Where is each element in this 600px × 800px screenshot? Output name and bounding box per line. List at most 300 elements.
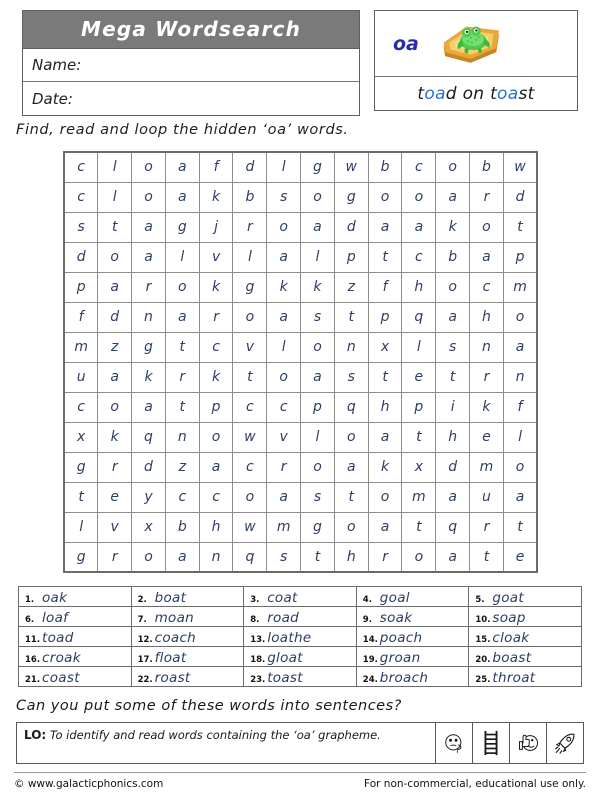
grid-cell[interactable]: c xyxy=(199,482,233,512)
grid-cell[interactable]: o xyxy=(334,422,368,452)
word-list-item[interactable] xyxy=(131,627,244,647)
grid-cell[interactable]: w xyxy=(233,512,267,542)
grid-cell[interactable]: o xyxy=(301,332,335,362)
grid-cell[interactable]: r xyxy=(98,542,132,572)
grid-cell[interactable]: u xyxy=(64,362,98,392)
grid-cell[interactable]: s xyxy=(436,332,470,362)
grid-cell[interactable]: w xyxy=(233,422,267,452)
grid-cell[interactable]: a xyxy=(165,302,199,332)
grid-cell[interactable]: c xyxy=(267,392,301,422)
grid-cell[interactable]: o xyxy=(436,272,470,302)
grid-cell[interactable]: c xyxy=(233,392,267,422)
grid-cell[interactable]: a xyxy=(470,242,504,272)
grid-cell[interactable]: c xyxy=(64,182,98,212)
grid-row xyxy=(64,332,537,362)
grid-cell[interactable]: e xyxy=(98,482,132,512)
grid-cell[interactable]: z xyxy=(165,452,199,482)
grid-cell[interactable]: a xyxy=(334,452,368,482)
word-text: gloat xyxy=(267,650,303,666)
grid-cell[interactable]: t xyxy=(470,542,504,572)
grid-cell[interactable]: a xyxy=(368,512,402,542)
word-number: 11. xyxy=(25,635,41,645)
grid-row xyxy=(64,482,537,512)
grid-cell[interactable]: a xyxy=(199,452,233,482)
grid-cell[interactable]: e xyxy=(402,362,436,392)
grid-row xyxy=(64,512,537,542)
grid-cell[interactable]: o xyxy=(267,212,301,242)
word-number: 3. xyxy=(250,595,260,605)
grid-cell[interactable]: q xyxy=(233,542,267,572)
grid-cell[interactable]: k xyxy=(301,272,335,302)
grid-cell[interactable]: s xyxy=(64,212,98,242)
grid-row xyxy=(64,182,537,212)
grid-cell[interactable]: x xyxy=(402,452,436,482)
name-label: Name: xyxy=(32,56,82,74)
grid-cell[interactable]: t xyxy=(334,302,368,332)
grid-row xyxy=(64,392,537,422)
word-list-item[interactable] xyxy=(469,587,582,607)
grid-cell[interactable]: r xyxy=(165,362,199,392)
word-number: 6. xyxy=(25,615,35,625)
grid-cell[interactable]: o xyxy=(233,482,267,512)
grid-cell[interactable]: h xyxy=(436,422,470,452)
grid-cell[interactable]: f xyxy=(64,302,98,332)
word-list-item[interactable] xyxy=(131,647,244,667)
grid-cell[interactable]: a xyxy=(436,542,470,572)
grid-cell[interactable]: t xyxy=(503,212,537,242)
grid-cell[interactable]: d xyxy=(64,242,98,272)
grid-cell[interactable]: l xyxy=(267,152,301,182)
grid-cell[interactable]: l xyxy=(402,332,436,362)
footer-usage-note: For non-commercial, educational use only. xyxy=(364,778,586,790)
grid-cell[interactable]: c xyxy=(165,482,199,512)
footer-divider xyxy=(14,772,586,773)
grid-cell[interactable]: g xyxy=(64,452,98,482)
grid-cell[interactable]: k xyxy=(132,362,166,392)
grid-cell[interactable]: v xyxy=(98,512,132,542)
grid-cell[interactable]: o xyxy=(199,422,233,452)
grid-cell[interactable]: k xyxy=(199,362,233,392)
word-list-item[interactable] xyxy=(19,607,132,627)
grid-cell[interactable]: p xyxy=(503,242,537,272)
date-field-row[interactable] xyxy=(23,82,359,115)
word-text: float xyxy=(154,650,187,666)
grid-cell[interactable]: o xyxy=(334,512,368,542)
grid-cell[interactable]: a xyxy=(132,212,166,242)
grid-cell[interactable]: h xyxy=(334,542,368,572)
grid-cell[interactable]: a xyxy=(436,302,470,332)
grid-cell[interactable]: k xyxy=(267,272,301,302)
word-list-item[interactable] xyxy=(19,587,132,607)
grid-cell[interactable]: l xyxy=(301,422,335,452)
word-list-row xyxy=(19,667,582,687)
grid-cell[interactable]: j xyxy=(199,212,233,242)
grid-cell[interactable]: a xyxy=(267,482,301,512)
grid-cell[interactable]: o xyxy=(301,182,335,212)
grid-cell[interactable]: h xyxy=(402,272,436,302)
lo-label: LO: xyxy=(24,728,47,742)
grid-cell[interactable]: t xyxy=(368,242,402,272)
word-number: 22. xyxy=(137,675,153,685)
grid-row xyxy=(64,242,537,272)
grid-cell[interactable]: l xyxy=(301,242,335,272)
word-text: coach xyxy=(154,630,197,646)
word-text: road xyxy=(267,610,300,626)
grid-cell[interactable]: g xyxy=(334,182,368,212)
word-list-item[interactable] xyxy=(131,667,244,687)
word-text: loathe xyxy=(267,630,312,646)
phrase-part-3: st xyxy=(518,83,535,104)
grid-cell[interactable]: v xyxy=(233,332,267,362)
grid-cell[interactable]: o xyxy=(368,182,402,212)
word-number: 5. xyxy=(475,595,485,605)
grid-cell[interactable]: b xyxy=(436,242,470,272)
grid-cell[interactable]: d xyxy=(334,212,368,242)
grid-cell[interactable]: a xyxy=(165,182,199,212)
word-text: coast xyxy=(42,670,80,686)
word-list-item[interactable] xyxy=(131,607,244,627)
word-number: 21. xyxy=(25,675,41,685)
grid-cell[interactable]: s xyxy=(267,542,301,572)
word-list-item[interactable] xyxy=(19,667,132,687)
grid-cell[interactable]: n xyxy=(503,362,537,392)
grid-cell[interactable]: b xyxy=(470,152,504,182)
word-number: 25. xyxy=(475,675,491,685)
grid-cell[interactable]: t xyxy=(402,512,436,542)
grid-cell[interactable]: c xyxy=(64,392,98,422)
word-number: 16. xyxy=(25,655,41,665)
grid-cell[interactable]: t xyxy=(402,422,436,452)
word-list xyxy=(18,586,582,687)
word-text: moan xyxy=(154,610,195,626)
grid-cell[interactable]: t xyxy=(503,512,537,542)
grid-cell[interactable]: a xyxy=(267,302,301,332)
grid-cell[interactable]: f xyxy=(368,272,402,302)
word-list-item[interactable] xyxy=(356,647,469,667)
grid-cell[interactable]: r xyxy=(199,302,233,332)
grid-cell[interactable]: a xyxy=(368,422,402,452)
word-number: 20. xyxy=(475,655,491,665)
grid-cell[interactable]: y xyxy=(132,482,166,512)
word-list-item[interactable] xyxy=(19,647,132,667)
focus-phrase xyxy=(375,77,577,110)
grid-cell[interactable]: t xyxy=(301,542,335,572)
rocket-icon[interactable] xyxy=(546,723,583,763)
word-list-item[interactable] xyxy=(469,627,582,647)
lo-statement: To identify and read words containing the ‘oa’ grapheme. xyxy=(49,728,381,742)
toad-on-toast-icon xyxy=(431,17,513,71)
grid-cell[interactable]: v xyxy=(199,242,233,272)
wordsearch-grid[interactable] xyxy=(63,151,538,573)
word-list-item[interactable] xyxy=(244,607,357,627)
grid-cell[interactable]: q xyxy=(334,392,368,422)
grid-cell[interactable]: o xyxy=(503,452,537,482)
grid-cell[interactable]: c xyxy=(402,152,436,182)
grid-cell[interactable]: a xyxy=(165,542,199,572)
grid-cell[interactable]: t xyxy=(98,212,132,242)
word-text: toast xyxy=(267,670,303,686)
grid-cell[interactable]: p xyxy=(64,272,98,302)
grid-cell[interactable]: p xyxy=(199,392,233,422)
grid-cell[interactable]: d xyxy=(436,452,470,482)
grid-cell[interactable]: a xyxy=(436,482,470,512)
name-field-row[interactable] xyxy=(23,49,359,82)
grid-cell[interactable]: g xyxy=(233,272,267,302)
grid-cell[interactable]: n xyxy=(132,302,166,332)
grid-cell[interactable]: c xyxy=(64,152,98,182)
grid-cell[interactable]: p xyxy=(334,242,368,272)
grid-cell[interactable]: g xyxy=(165,212,199,242)
grid-cell[interactable]: r xyxy=(368,542,402,572)
word-list-item[interactable] xyxy=(131,587,244,607)
word-number: 8. xyxy=(250,615,260,625)
grid-cell[interactable]: c xyxy=(233,452,267,482)
grid-cell[interactable]: n xyxy=(334,332,368,362)
grid-cell[interactable]: t xyxy=(334,482,368,512)
grid-cell[interactable]: g xyxy=(64,542,98,572)
page-title: Mega Wordsearch xyxy=(23,11,359,49)
grid-cell[interactable]: a xyxy=(132,242,166,272)
word-number: 13. xyxy=(250,635,266,645)
grapheme-focus-top xyxy=(375,11,577,77)
word-list-item[interactable] xyxy=(244,647,357,667)
grid-cell[interactable]: w xyxy=(503,152,537,182)
grid-cell[interactable]: c xyxy=(470,272,504,302)
grid-row xyxy=(64,362,537,392)
grid-cell[interactable]: c xyxy=(402,242,436,272)
grid-cell[interactable]: h xyxy=(368,392,402,422)
grid-cell[interactable]: z xyxy=(98,332,132,362)
grid-cell[interactable]: d xyxy=(98,302,132,332)
word-number: 2. xyxy=(137,595,147,605)
grid-cell[interactable]: a xyxy=(165,152,199,182)
grid-cell[interactable]: x xyxy=(132,512,166,542)
grid-cell[interactable]: a xyxy=(503,482,537,512)
grid-cell[interactable]: q xyxy=(132,422,166,452)
grid-cell[interactable]: p xyxy=(368,302,402,332)
grid-cell[interactable]: a xyxy=(98,362,132,392)
grid-cell[interactable]: l xyxy=(503,422,537,452)
word-text: goat xyxy=(492,590,524,606)
word-text: broach xyxy=(379,670,429,686)
grid-cell[interactable]: o xyxy=(402,182,436,212)
word-text: boast xyxy=(492,650,532,666)
grid-cell[interactable]: o xyxy=(402,542,436,572)
word-list-item[interactable] xyxy=(356,587,469,607)
footer xyxy=(14,778,586,790)
grid-cell[interactable]: e xyxy=(470,422,504,452)
grid-cell[interactable]: m xyxy=(470,452,504,482)
grid-cell[interactable]: a xyxy=(503,332,537,362)
grid-cell[interactable]: v xyxy=(267,422,301,452)
word-list-item[interactable] xyxy=(19,627,132,647)
grid-cell[interactable]: d xyxy=(233,152,267,182)
grid-cell[interactable]: o xyxy=(132,182,166,212)
grid-cell[interactable]: r xyxy=(267,452,301,482)
phrase-part-1: t xyxy=(417,83,425,104)
grid-cell[interactable]: b xyxy=(165,512,199,542)
grid-cell[interactable]: o xyxy=(165,272,199,302)
grid-cell[interactable]: r xyxy=(132,272,166,302)
grid-cell[interactable]: m xyxy=(402,482,436,512)
word-list-row xyxy=(19,647,582,667)
grid-cell[interactable]: p xyxy=(402,392,436,422)
grid-cell[interactable]: o xyxy=(132,152,166,182)
word-list-item[interactable] xyxy=(244,667,357,687)
grid-cell[interactable]: t xyxy=(233,362,267,392)
learning-objective-text xyxy=(17,723,435,763)
grid-cell[interactable]: f xyxy=(503,392,537,422)
word-list-row xyxy=(19,587,582,607)
grid-cell[interactable]: d xyxy=(503,182,537,212)
grid-cell[interactable]: e xyxy=(503,542,537,572)
grid-cell[interactable]: l xyxy=(98,152,132,182)
grid-cell[interactable]: k xyxy=(98,422,132,452)
phrase-part-2: d on t xyxy=(445,83,498,104)
grid-cell[interactable]: l xyxy=(233,242,267,272)
grid-cell[interactable]: o xyxy=(470,212,504,242)
grid-cell[interactable]: k xyxy=(199,272,233,302)
grapheme-focus-box xyxy=(374,10,578,111)
grid-cell[interactable]: h xyxy=(199,512,233,542)
grid-cell[interactable]: r xyxy=(470,182,504,212)
word-number: 10. xyxy=(475,615,491,625)
grid-cell[interactable]: m xyxy=(503,272,537,302)
grid-cell[interactable]: l xyxy=(267,332,301,362)
grid-cell[interactable]: l xyxy=(98,182,132,212)
grid-cell[interactable]: a xyxy=(436,182,470,212)
phrase-part-oa-1: oa xyxy=(424,83,446,104)
word-number: 12. xyxy=(137,635,153,645)
grid-cell[interactable]: s xyxy=(301,482,335,512)
word-list-item[interactable] xyxy=(469,607,582,627)
grid-cell[interactable]: q xyxy=(436,512,470,542)
grid-cell[interactable]: r xyxy=(470,512,504,542)
grid-cell[interactable]: o xyxy=(98,392,132,422)
grid-cell[interactable]: a xyxy=(301,212,335,242)
grid-cell[interactable]: k xyxy=(470,392,504,422)
grid-cell[interactable]: o xyxy=(132,542,166,572)
word-list-item[interactable] xyxy=(356,607,469,627)
grid-cell[interactable]: k xyxy=(368,452,402,482)
word-text: cloak xyxy=(492,630,530,646)
grid-cell[interactable]: a xyxy=(98,272,132,302)
grid-cell[interactable]: n xyxy=(470,332,504,362)
grid-cell[interactable]: p xyxy=(301,392,335,422)
grid-cell[interactable]: o xyxy=(98,242,132,272)
word-number: 4. xyxy=(362,595,372,605)
grid-cell[interactable]: x xyxy=(368,332,402,362)
grid-row xyxy=(64,542,537,572)
grid-cell[interactable]: t xyxy=(165,392,199,422)
date-label: Date: xyxy=(32,89,73,108)
grid-cell[interactable]: b xyxy=(368,152,402,182)
grid-cell[interactable]: r xyxy=(233,212,267,242)
grid-row xyxy=(64,272,537,302)
grid-cell[interactable]: m xyxy=(267,512,301,542)
grid-cell[interactable]: h xyxy=(470,302,504,332)
grid-cell[interactable]: t xyxy=(436,362,470,392)
footer-copyright: © www.galacticphonics.com xyxy=(14,778,164,790)
grid-cell[interactable]: o xyxy=(267,362,301,392)
grid-cell[interactable]: a xyxy=(368,212,402,242)
grid-cell[interactable]: k xyxy=(436,212,470,242)
grid-cell[interactable]: g xyxy=(132,332,166,362)
grid-cell[interactable]: a xyxy=(402,212,436,242)
grid-cell[interactable]: r xyxy=(98,452,132,482)
grid-cell[interactable]: d xyxy=(132,452,166,482)
grid-row xyxy=(64,452,537,482)
word-list-item[interactable] xyxy=(356,667,469,687)
grid-cell[interactable]: s xyxy=(334,362,368,392)
grid-cell[interactable]: a xyxy=(267,242,301,272)
header xyxy=(22,10,578,116)
word-number: 1. xyxy=(25,595,35,605)
word-text: oak xyxy=(42,590,68,606)
grid-cell[interactable]: a xyxy=(301,362,335,392)
extension-question: Can you put some of these words into sentences? xyxy=(16,698,402,714)
grid-cell[interactable]: k xyxy=(199,182,233,212)
grid-cell[interactable]: l xyxy=(64,512,98,542)
grid-cell[interactable]: o xyxy=(368,482,402,512)
word-list-item[interactable] xyxy=(469,647,582,667)
grid-cell[interactable]: t xyxy=(64,482,98,512)
word-list-item[interactable] xyxy=(244,587,357,607)
grid-cell[interactable]: r xyxy=(470,362,504,392)
grid-cell[interactable]: s xyxy=(301,302,335,332)
grid-cell[interactable]: q xyxy=(402,302,436,332)
grid-cell[interactable]: o xyxy=(436,152,470,182)
word-list-row xyxy=(19,627,582,647)
grid-cell[interactable]: f xyxy=(199,152,233,182)
grid-cell[interactable]: o xyxy=(503,302,537,332)
grid-cell[interactable]: c xyxy=(199,332,233,362)
grid-cell[interactable]: w xyxy=(334,152,368,182)
grid-cell[interactable]: s xyxy=(267,182,301,212)
grid-cell[interactable]: z xyxy=(334,272,368,302)
grid-cell[interactable]: o xyxy=(301,452,335,482)
word-text: coat xyxy=(267,590,298,606)
grid-cell[interactable]: i xyxy=(436,392,470,422)
grid-cell[interactable]: m xyxy=(64,332,98,362)
thinking-face-icon[interactable] xyxy=(435,723,472,763)
word-number: 17. xyxy=(137,655,153,665)
word-text: loaf xyxy=(42,610,69,626)
grid-cell[interactable]: g xyxy=(301,152,335,182)
word-list-item[interactable] xyxy=(244,627,357,647)
grid-cell[interactable]: n xyxy=(199,542,233,572)
ladder-icon[interactable] xyxy=(472,723,509,763)
word-text: soak xyxy=(379,610,413,626)
thumbs-up-face-icon[interactable] xyxy=(509,723,546,763)
grid-cell[interactable]: u xyxy=(470,482,504,512)
grid-cell[interactable]: g xyxy=(301,512,335,542)
grid-cell[interactable]: a xyxy=(132,392,166,422)
grid-cell[interactable]: b xyxy=(233,182,267,212)
instruction-text: Find, read and loop the hidden ‘oa’ words. xyxy=(16,122,349,138)
grid-cell[interactable]: t xyxy=(368,362,402,392)
grid-cell[interactable]: o xyxy=(233,302,267,332)
word-list-item[interactable] xyxy=(356,627,469,647)
grid-cell[interactable]: l xyxy=(165,242,199,272)
word-text: goal xyxy=(379,590,410,606)
grid-cell[interactable]: x xyxy=(64,422,98,452)
grid-row xyxy=(64,212,537,242)
word-list-item[interactable] xyxy=(469,667,582,687)
grid-cell[interactable]: n xyxy=(165,422,199,452)
learning-objective-box xyxy=(16,722,584,764)
grid-cell[interactable]: t xyxy=(165,332,199,362)
